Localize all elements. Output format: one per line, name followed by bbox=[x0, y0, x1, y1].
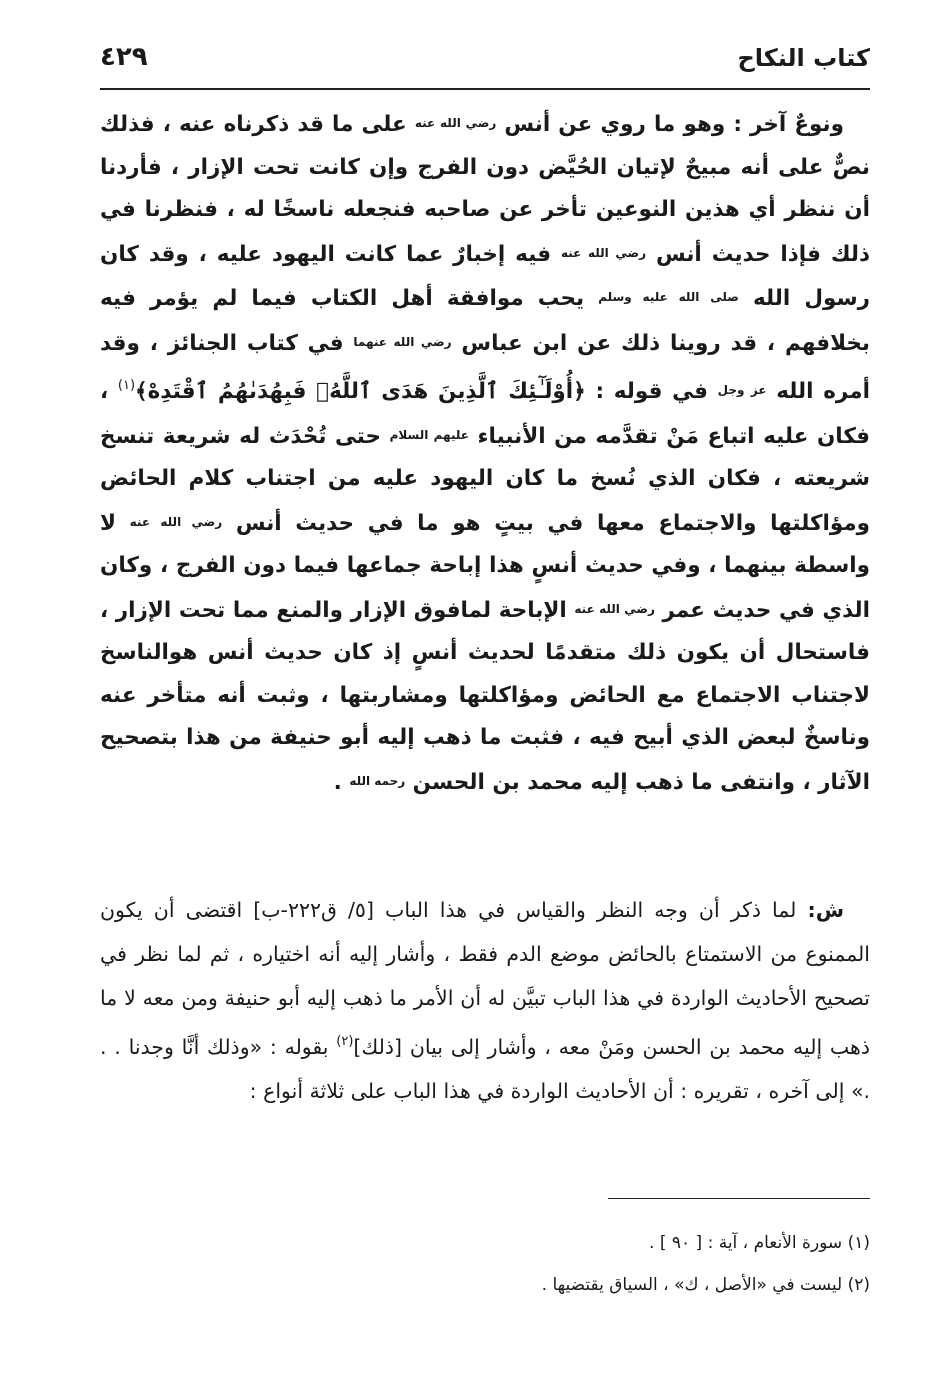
text-span: ، فكان عليه اتباع مَنْ تقدَّمه من الأنبياء bbox=[100, 379, 870, 449]
commentary-marker: ش: bbox=[807, 898, 844, 922]
honorific-glyph: رضي الله عنه bbox=[414, 116, 497, 130]
footnotes bbox=[100, 1222, 870, 1306]
book-title: كتاب النكاح bbox=[737, 44, 870, 72]
honorific-glyph: صلى الله عليه وسلم bbox=[598, 290, 739, 304]
footnote-reference: (٢) bbox=[336, 1034, 354, 1049]
text-span: بقوله : «وذلك أنَّا وجدنا . . .» إلى آخره ، تقريره : أن الأحاديث الواردة في هذا الباب على ثلاثة أنواع : bbox=[100, 1035, 870, 1103]
commentary-paragraph bbox=[100, 888, 870, 1113]
honorific-glyph: عز وجل bbox=[717, 383, 767, 397]
text-span: لما ذكر أن وجه النظر والقياس في هذا الباب [٥/ ق٢٢٢-ب] اقتضى أن يكون الممنوع من الاستمتاع بالحائض موضع الدم فقط ، وأشار إليه أنه اختياره ، ثم لما نظر في تصحيح الأحاديث الواردة في هذا الباب تبيَّن له أن الأمر ما ذهب إليه أبو حنيفة ومن معه لا ما ذهب إليه محمد بن الحسن ومَنْ معه ، وأشار إلى بيان [ذلك] bbox=[100, 898, 870, 1059]
text-span: يحب موافقة أهل الكتاب فيما لم يؤمر فيه بخلافهم ، قد روينا ذلك عن ابن عباس bbox=[100, 286, 870, 356]
running-header bbox=[100, 38, 870, 82]
main-paragraph bbox=[100, 102, 870, 804]
honorific-glyph: رضي الله عنه bbox=[574, 601, 655, 616]
text-span: الإباحة لمافوق الإزار والمنع مما تحت الإزار ، فاستحال أن يكون ذلك متقدمًا لحديث أنسٍ إذ كان حديث أنس هوالناسخ لاجتناب الاجتماع مع الحائض ومؤاكلتها ومشاربتها ، وثبت أنه متأخر عنه وناسخٌ لبعض الذي أبيح فيه ، فثبت ما ذهب إليه أبو حنيفة من هذا بتصحيح الآثار ، وانتفى ما ذهب إليه محمد بن الحسن bbox=[100, 597, 870, 795]
honorific-glyph: رضي الله عنهما bbox=[353, 334, 452, 349]
quran-verse: ﴿أُوْلَـٰٓئِكَ ٱلَّذِينَ هَدَى ٱللَّهُۖ فَبِهُدَىٰهُمُ ٱقْتَدِهْ﴾ bbox=[135, 379, 586, 404]
text-span: في قوله : bbox=[595, 379, 708, 404]
honorific-glyph: رحمه الله bbox=[349, 773, 406, 788]
honorific-glyph: عليهم السلام bbox=[389, 427, 469, 442]
text-span: . bbox=[333, 769, 342, 795]
text-span: ونوعٌ آخر : وهو ما روي عن أنس bbox=[504, 112, 844, 137]
page-number: ٤٢٩ bbox=[100, 42, 148, 72]
footnote: (١) سورة الأنعام ، آية : [ ٩٠ ] . bbox=[649, 1233, 870, 1253]
text-span: على ما قد ذكرناه عنه ، فذلك نصٌّ على أنه مبيحٌ لإتيان الحُيَّض دون الفرج وإن كانت تحت الإزار ، فأردنا أن ننظر أي هذين النوعين تأخر عن صاحبه فنجعله ناسخًا له ، فنظرنا في ذلك فإذا حديث أنس bbox=[100, 112, 870, 267]
honorific-glyph: رضي الله عنه bbox=[561, 245, 647, 260]
header-rule bbox=[100, 88, 870, 90]
text-span: فيه إخبارٌ عما كانت اليهود عليه ، وقد كان رسول الله bbox=[100, 241, 870, 311]
main-text bbox=[100, 102, 870, 804]
footnote: (٢) ليست في «الأصل ، ك» ، السياق يقتضيها . bbox=[541, 1275, 870, 1295]
footnote-rule bbox=[608, 1198, 870, 1199]
text-span: في كتاب الجنائز ، وقد أمره الله bbox=[100, 330, 870, 404]
commentary-section bbox=[100, 888, 870, 1113]
text-span: لا واسطة بينهما ، وفي حديث أنسٍ هذا إباحة جماعها فيما دون الفرج ، وكان الذي في حديث عمر bbox=[100, 510, 870, 623]
text-span: حتى تُحْدَث له شريعة تنسخ شريعته ، فكان الذي نُسخ ما كان اليهود عليه من اجتناب كلام الحائض ومؤاكلتها والاجتماع معها في بيتٍ هو ما في حديث أنس bbox=[100, 423, 870, 536]
honorific-glyph: رضي الله عنه bbox=[129, 514, 223, 529]
footnote-reference: (١) bbox=[117, 378, 136, 393]
